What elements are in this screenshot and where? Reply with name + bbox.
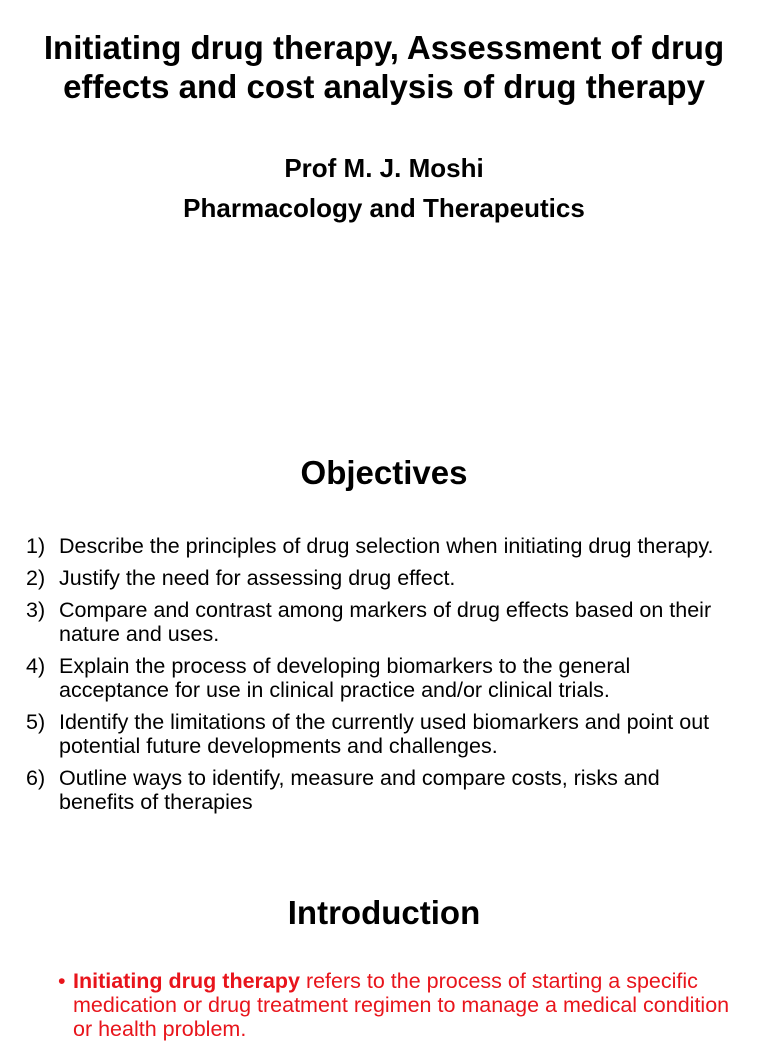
introduction-bullet [58, 969, 753, 1041]
objective-item [26, 598, 726, 646]
objective-item [26, 566, 726, 590]
objective-text: Justify the need for assessing drug effect. [59, 566, 456, 590]
objective-number: 2) [26, 566, 46, 590]
objective-number: 3) [26, 598, 46, 622]
author-name: Prof M. J. Moshi [284, 153, 484, 183]
introduction-text: refers to the process of starting a specific medication or drug treatment regimen to manage a medical condition or health problem. [73, 969, 730, 1041]
objective-item [26, 654, 726, 702]
objective-item [26, 710, 726, 758]
objective-text: Explain the process of developing biomarkers to the general acceptance for use in clinical practice and/or clinical trials. [59, 654, 631, 702]
objective-item [26, 766, 726, 814]
bullet-icon: • [58, 969, 66, 993]
objectives-heading: Objectives [300, 454, 468, 491]
objective-item [26, 534, 726, 558]
introduction-heading: Introduction [287, 894, 481, 931]
objective-text: Describe the principles of drug selection when initiating drug therapy. [59, 534, 714, 558]
objective-text: Compare and contrast among markers of drug effects based on their nature and uses. [59, 598, 712, 646]
objective-text: Outline ways to identify, measure and compare costs, risks and benefits of therapies [59, 766, 660, 814]
department-name: Pharmacology and Therapeutics [183, 193, 585, 223]
slide-title: Initiating drug therapy, Assessment of drug effects and cost analysis of drug therapy [43, 29, 725, 105]
objective-text: Identify the limitations of the currently used biomarkers and point out potential future developments and challenges. [59, 710, 710, 758]
objective-number: 4) [26, 654, 46, 678]
objective-number: 5) [26, 710, 46, 734]
objective-number: 6) [26, 766, 46, 790]
introduction-term: Initiating drug therapy [73, 969, 300, 993]
objectives-list [26, 534, 726, 822]
objective-number: 1) [26, 534, 46, 558]
